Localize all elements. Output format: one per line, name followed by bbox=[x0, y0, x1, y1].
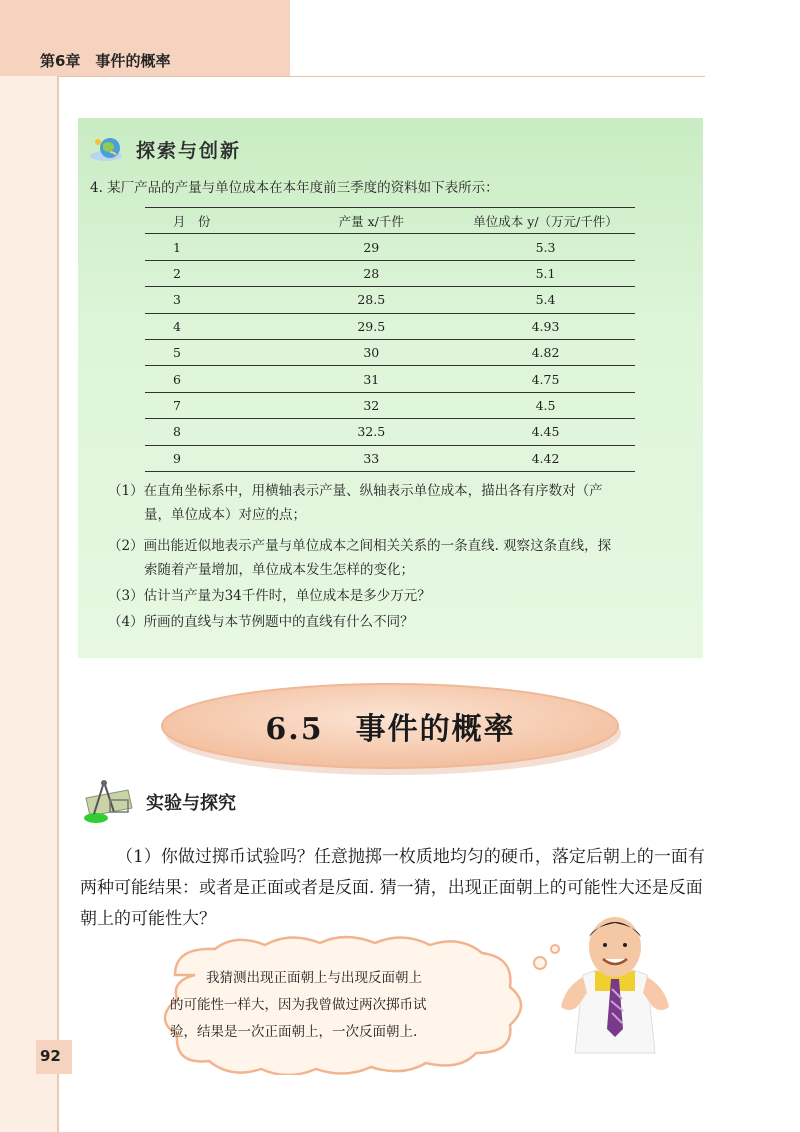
cell-unit-cost: 4.5 bbox=[456, 392, 635, 418]
cell-output: 29.5 bbox=[287, 313, 457, 339]
experiment-paragraph-text: （1）你做过掷币试验吗？任意抛掷一枚质地均匀的硬币，落定后朝上的一面有两种可能结果：或者是正面或者是反面. 猜一猜，出现正面朝上的可能性大还是反面朝上的可能性大？ bbox=[80, 847, 705, 929]
table-row bbox=[145, 313, 635, 339]
subquestion-1-line1: （1）在直角坐标系中，用横轴表示产量、纵轴表示单位成本，描出各有序数对（产 bbox=[108, 483, 603, 499]
cell-output: 28 bbox=[287, 260, 457, 286]
cell-unit-cost: 4.45 bbox=[456, 419, 635, 445]
question-4: 4. 某厂产品的产量与单位成本在本年度前三季度的资料如下表所示： bbox=[90, 180, 499, 196]
cell-unit-cost: 4.75 bbox=[456, 366, 635, 392]
side-margin bbox=[0, 76, 57, 1132]
subquestion-4-line1: （4）所画的直线与本节例题中的直线有什么不同？ bbox=[108, 614, 414, 630]
thought-cloud-text bbox=[170, 965, 510, 1046]
subquestion-3 bbox=[108, 584, 698, 608]
table-row bbox=[145, 287, 635, 313]
cell-month: 2 bbox=[145, 260, 287, 286]
side-margin-line bbox=[57, 76, 59, 1132]
globe-icon bbox=[88, 134, 128, 164]
col-header-output: 产量 x/千件 bbox=[287, 208, 457, 234]
table-row bbox=[145, 366, 635, 392]
table-header-row bbox=[145, 208, 635, 234]
cell-month: 9 bbox=[145, 445, 287, 471]
cell-output: 32 bbox=[287, 392, 457, 418]
subquestion-2 bbox=[108, 534, 698, 582]
cell-month: 3 bbox=[145, 287, 287, 313]
chapter-header-title: 第6章 事件的概率 bbox=[40, 52, 171, 70]
compass-ruler-icon bbox=[80, 778, 136, 826]
table-row bbox=[145, 234, 635, 260]
table-row bbox=[145, 260, 635, 286]
cell-unit-cost: 5.1 bbox=[456, 260, 635, 286]
cell-unit-cost: 5.4 bbox=[456, 287, 635, 313]
cell-month: 4 bbox=[145, 313, 287, 339]
table-row bbox=[145, 445, 635, 471]
subquestion-3-line1: （3）估计当产量为34千件时，单位成本是多少万元？ bbox=[108, 588, 431, 604]
cell-month: 5 bbox=[145, 339, 287, 365]
cell-output: 33 bbox=[287, 445, 457, 471]
cell-unit-cost: 5.3 bbox=[456, 234, 635, 260]
subquestion-2-line1: （2）画出能近似地表示产量与单位成本之间相关关系的一条直线. 观察这条直线，探 bbox=[108, 538, 612, 554]
table-row bbox=[145, 339, 635, 365]
cell-month: 1 bbox=[145, 234, 287, 260]
cell-output: 30 bbox=[287, 339, 457, 365]
cell-month: 7 bbox=[145, 392, 287, 418]
explore-section-title bbox=[88, 134, 241, 164]
subquestion-2-line2: 索随着产量增加，单位成本发生怎样的变化； bbox=[144, 562, 414, 578]
header-rule bbox=[0, 76, 705, 77]
thought-line-1: 我猜测出现正面朝上与出现反面朝上 bbox=[206, 970, 422, 986]
thought-line-2: 的可能性一样大，因为我曾做过两次掷币试 bbox=[170, 997, 427, 1013]
table-row bbox=[145, 392, 635, 418]
cell-output: 32.5 bbox=[287, 419, 457, 445]
cell-output: 28.5 bbox=[287, 287, 457, 313]
col-header-unit-cost: 单位成本 y/（万元/千件） bbox=[456, 208, 635, 234]
cell-unit-cost: 4.82 bbox=[456, 339, 635, 365]
thought-line-3: 验，结果是一次正面朝上，一次反面朝上. bbox=[170, 1024, 418, 1040]
experiment-section-title bbox=[80, 778, 236, 826]
col-header-month: 月 份 bbox=[145, 208, 287, 234]
cell-unit-cost: 4.93 bbox=[456, 313, 635, 339]
subquestion-1 bbox=[108, 479, 698, 527]
table-row bbox=[145, 419, 635, 445]
explore-title-label: 探索与创新 bbox=[136, 139, 242, 162]
cell-month: 8 bbox=[145, 419, 287, 445]
subquestion-4 bbox=[108, 610, 698, 634]
page-number: 92 bbox=[40, 1047, 61, 1065]
experiment-title-label: 实验与探究 bbox=[146, 793, 236, 814]
cell-output: 31 bbox=[287, 366, 457, 392]
boy-illustration bbox=[555, 905, 675, 1055]
subquestion-1-line2: 量，单位成本）对应的点； bbox=[144, 507, 306, 523]
cell-output: 29 bbox=[287, 234, 457, 260]
production-cost-table bbox=[145, 207, 635, 472]
cell-month: 6 bbox=[145, 366, 287, 392]
section-title: 6.5 事件的概率 bbox=[265, 712, 516, 747]
cell-unit-cost: 4.42 bbox=[456, 445, 635, 471]
